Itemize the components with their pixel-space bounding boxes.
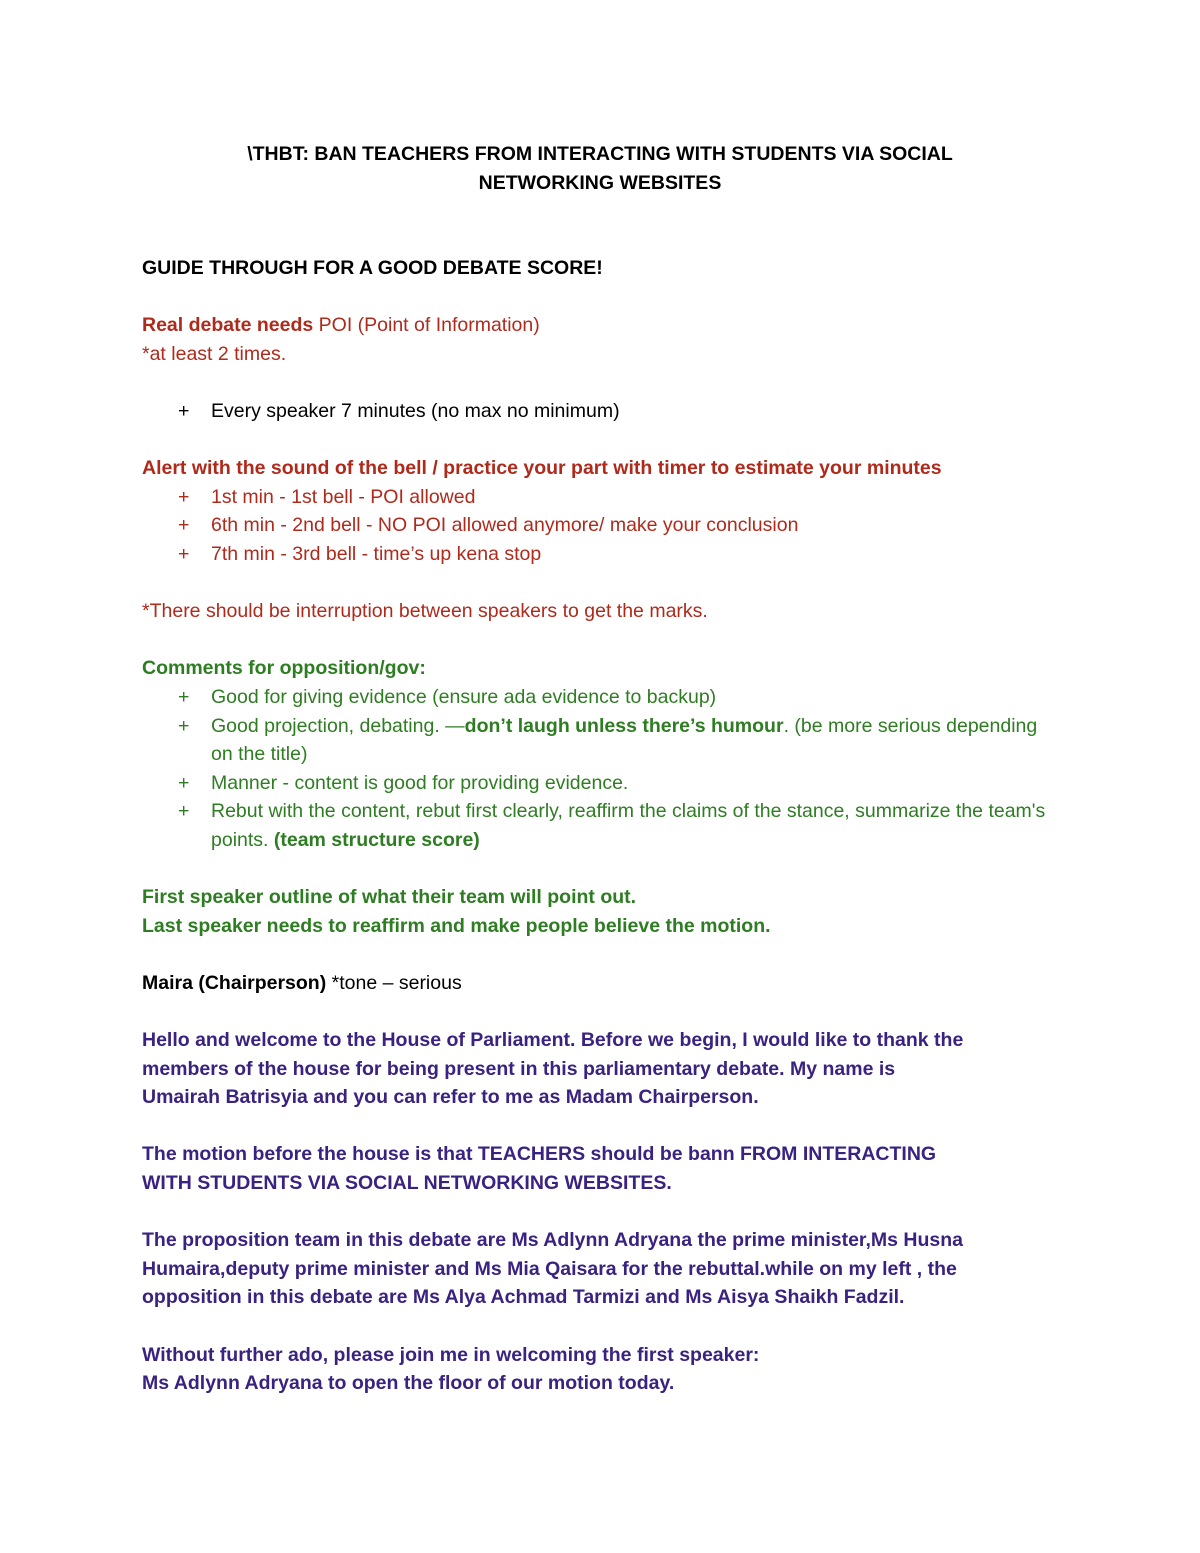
last-speaker-note: Last speaker needs to reaffirm and make people believe the motion. <box>142 914 771 937</box>
list-item <box>142 769 1062 798</box>
speech-line: members of the house for being present in this parliamentary debate. My name is <box>142 1057 896 1080</box>
comment-item: Manner - content is good for providing evidence. <box>211 771 629 794</box>
speech-line: The proposition team in this debate are Ms Adlynn Adryana the prime minister,Ms Husna <box>142 1229 963 1252</box>
comment-item-bold: (team structure score) <box>273 828 480 851</box>
plus-bullet: + <box>178 714 190 737</box>
document-title <box>0 140 1200 198</box>
plus-bullet: + <box>178 542 190 565</box>
title-line-2: NETWORKING WEBSITES <box>478 172 722 194</box>
bell-item: 1st min - 1st bell - POI allowed <box>211 485 476 508</box>
interruption-note: *There should be interruption between speakers to get the marks. <box>142 600 708 623</box>
speech-line: Ms Adlynn Adryana to open the floor of our motion today. <box>142 1372 675 1395</box>
bell-item: 6th min - 2nd bell - NO POI allowed anymore/ make your conclusion <box>211 514 799 537</box>
plus-bullet: + <box>178 800 190 823</box>
comment-item-part: . (be more serious depending on the title) <box>211 714 1038 766</box>
speech-line: Without further ado, please join me in welcoming the first speaker: <box>142 1343 760 1366</box>
speech-line: Hello and welcome to the House of Parliament. Before we begin, I would like to thank the <box>142 1029 964 1052</box>
plus-bullet: + <box>178 485 190 508</box>
first-speaker-note: First speaker outline of what their team will point out. <box>142 886 637 909</box>
poi-bold: Real debate needs <box>142 314 314 337</box>
speech-line: WITH STUDENTS VIA SOCIAL NETWORKING WEBSITES. <box>142 1172 672 1194</box>
poi-note: *at least 2 times. <box>142 342 287 365</box>
speech-line: The motion before the house is that TEACHERS should be bann FROM INTERACTING <box>142 1143 937 1166</box>
chair-name: Maira (Chairperson) <box>142 971 327 994</box>
title-line-1: \THBT: BAN TEACHERS FROM INTERACTING WITH STUDENTS VIA SOCIAL <box>247 143 953 165</box>
comment-item-part: Good projection, debating. — <box>211 714 465 737</box>
list-item <box>142 511 1062 540</box>
speaker-rule-list <box>142 397 1062 426</box>
list-item <box>142 712 1062 769</box>
list-item <box>142 397 1062 426</box>
comments-heading: Comments for opposition/gov: <box>142 657 426 680</box>
plus-bullet: + <box>178 685 190 708</box>
speech-line: Humaira,deputy prime minister and Ms Mia Qaisara for the rebuttal.while on my left , the <box>142 1257 957 1280</box>
speech-line: Umairah Batrisyia and you can refer to me as Madam Chairperson. <box>142 1086 759 1109</box>
comment-item-part: Rebut with the content, rebut first clearly, reaffirm the claims of the stance, summarize the team's points. <box>211 800 1046 851</box>
list-item <box>142 483 1062 512</box>
guide-heading: GUIDE THROUGH FOR A GOOD DEBATE SCORE! <box>142 257 603 279</box>
speech-paragraph-3 <box>142 1226 1062 1312</box>
bell-list <box>142 483 1062 569</box>
comments-list <box>142 683 1062 855</box>
plus-bullet: + <box>178 399 190 422</box>
poi-line <box>142 311 1062 340</box>
speech-line: opposition in this debate are Ms Alya Achmad Tarmizi and Ms Aisya Shaikh Fadzil. <box>142 1286 905 1309</box>
speaker-rule: Every speaker 7 minutes (no max no minimum) <box>211 399 620 422</box>
poi-rest: POI (Point of Information) <box>313 314 540 337</box>
comment-item-bold: don’t laugh unless there’s humour <box>464 714 784 737</box>
speech-paragraph-1 <box>142 1026 1062 1112</box>
document-body <box>142 254 1062 1398</box>
list-item <box>142 797 1062 854</box>
comment-item: Good for giving evidence (ensure ada evidence to backup) <box>211 685 717 708</box>
speech-paragraph-2 <box>142 1140 1062 1197</box>
chair-tone: *tone – serious <box>326 971 462 994</box>
plus-bullet: + <box>178 514 190 537</box>
list-item <box>142 683 1062 712</box>
bell-heading: Alert with the sound of the bell / practice your part with timer to estimate your minutes <box>142 457 942 480</box>
speech-paragraph-4 <box>142 1341 1062 1398</box>
list-item <box>142 540 1062 569</box>
plus-bullet: + <box>178 771 190 794</box>
chair-line <box>142 969 1062 998</box>
bell-item: 7th min - 3rd bell - time’s up kena stop <box>211 542 542 565</box>
